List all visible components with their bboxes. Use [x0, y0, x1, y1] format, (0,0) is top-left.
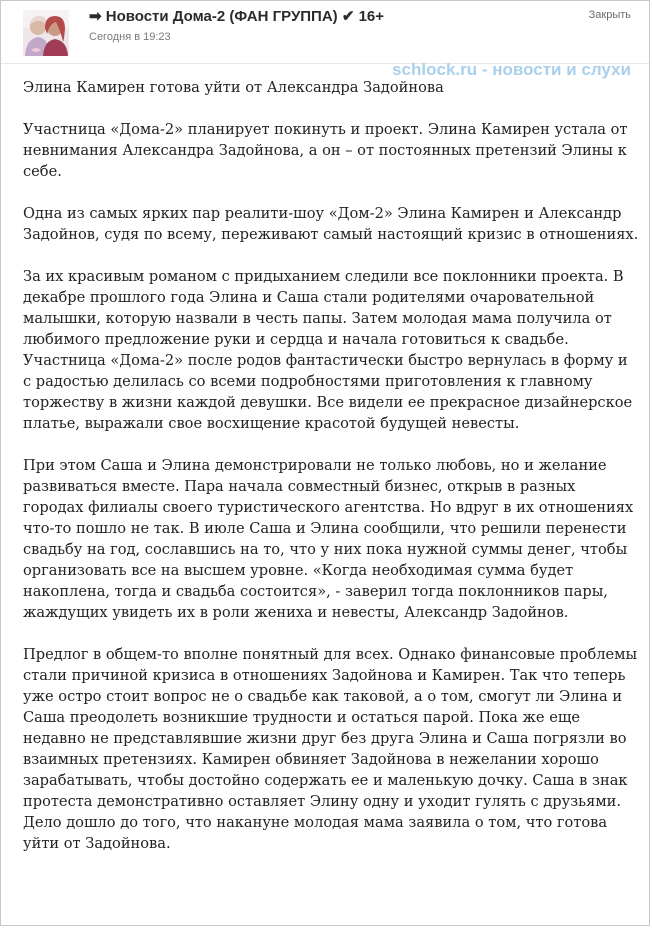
article-headline: Элина Камирен готова уйти от Александра Задойнова [23, 79, 444, 96]
post-timestamp[interactable]: Сегодня в 19:23 [89, 31, 171, 43]
avatar-picture [23, 10, 69, 56]
close-button[interactable]: Закрыть [588, 9, 631, 21]
post-header [1, 1, 649, 64]
article-paragraph: Участница «Дома-2» планирует покинуть и проект. Элина Камирен устала от невнимания Александра Задойнова, а он – от постоянных претензий Элины к себе. [23, 121, 628, 180]
group-avatar-icon[interactable] [23, 10, 69, 56]
site-watermark: schlock.ru - новости и слухи [392, 60, 631, 79]
post-text [23, 77, 639, 875]
article-paragraph: Одна из самых ярких пар реалити-шоу «Дом-2» Элина Камирен и Александр Задойнов, судя по всему, переживают самый настоящий кризис в отношениях. [23, 205, 639, 243]
article-paragraph: При этом Саша и Элина демонстрировали не только любовь, но и желание развиваться вместе. Пара начала совместный бизнес, открыв в разных городах филиалы своего туристического агентства. Но вдруг в их отношениях что-то пошло не так. В июле Саша и Элина сообщили, что решили перенести свадьбу на год, сославшись на то, что у них пока нужной суммы денег, чтобы организовать все на высшем уровне. «Когда необходимая сумма будет накоплена, тогда и свадьба состоится», - заверил тогда поклонников пары, жаждущих увидеть их в роли жениха и невесты, Александр Задойнов. [23, 457, 634, 621]
article-paragraph: За их красивым романом с придыханием следили все поклонники проекта. В декабре прошлого года Элина и Саша стали родителями очаровательной малышки, которую назвали в честь папы. Затем молодая мама получила от любимого предложение руки и сердца и начала готовиться к свадьбе. Участница «Дома-2» после родов фантастически быстро вернулась в форму и с радостью делилась со всеми подробностями приготовления к главному торжеству в жизни каждой девушки. Все видели ее прекрасное дизайнерское платье, выражали свое восхищение красотой будущей невесты. [23, 268, 633, 432]
article-paragraph: Предлог в общем-то вполне понятный для всех. Однако финансовые проблемы стали причиной кризиса в отношениях Задойнова и Камирен. Так что теперь уже остро стоит вопрос не о свадьбе как таковой, а о том, смогут ли Элина и Саша преодолеть возникшие трудности и остаться парой. Пока же еще недавно не представлявшие жизни друг без друга Элина и Саша погрязли во взаимных претензиях. Камирен обвиняет Задойнова в нежелании хорошо зарабатывать, чтобы достойно содержать ее и маленькую дочку. Саша в знак протеста демонстративно оставляет Элину одну и уходит гулять с друзьями. Дело дошло до того, что накануне молодая мама заявила о том, что готова уйти от Задойнова. [23, 646, 638, 852]
group-title-link[interactable]: ➡ Новости Дома-2 (ФАН ГРУППА) ✔ 16+ [89, 8, 385, 25]
